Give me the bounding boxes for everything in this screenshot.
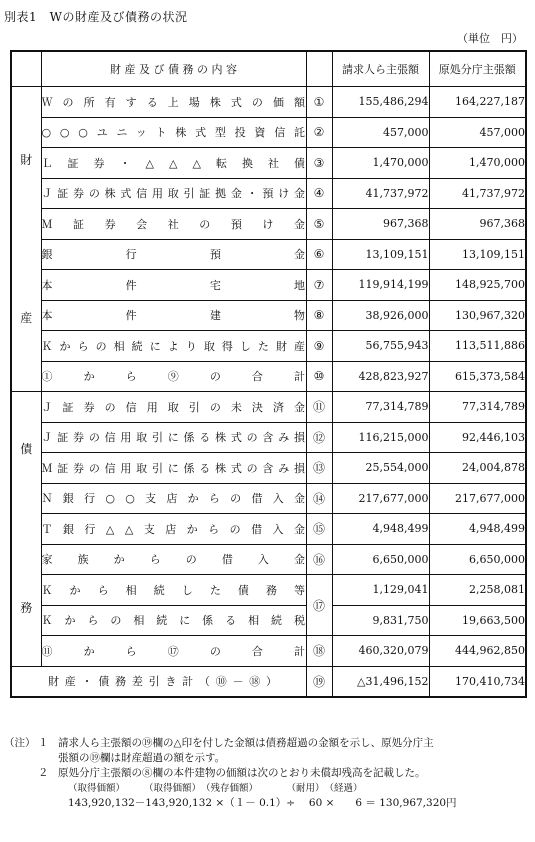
note-2-number: ２ [38, 767, 49, 779]
final-row [11, 666, 526, 697]
row-item: 家族からの借入金 [41, 544, 306, 575]
row-number: ⑯ [306, 544, 332, 575]
document-title: 別表1 Wの財産及び債務の状況 [4, 10, 188, 24]
calc-header: （取得価額） （取得価額） （残存価額） （耐用） （経過） [68, 783, 363, 794]
row-office-amount: 6,650,000 [429, 544, 526, 575]
header-item: 財 産 及 び 債 務 の 内 容 [41, 51, 306, 87]
table-row [11, 239, 526, 270]
row-office-amount: 92,446,103 [429, 422, 526, 453]
row-claim-amount: 1,470,000 [332, 148, 429, 179]
note-1-text: 請求人ら主張額の⑲欄の△印を付した金額は債務超過の金額を示し、原処分庁主 [58, 737, 434, 749]
note-2 [4, 766, 530, 781]
row-number: ⑭ [306, 483, 332, 514]
row-item: Ｔ銀行△△支店からの借入金 [41, 514, 306, 545]
table-row [11, 544, 526, 575]
row-office-amount: 41,737,972 [429, 178, 526, 209]
row-item: 本件建物 [41, 300, 306, 331]
table-header-row [11, 51, 526, 87]
table-row [11, 117, 526, 148]
unit-label: （単位 円） [457, 32, 523, 45]
header-office: 原処分庁主張額 [429, 51, 526, 87]
row-item: ○○○ユニット株式型投資信託 [41, 117, 306, 148]
calc-formula: 143,920,132－143,920,132 ×（１－ 0.1）÷ 60 × 6 ＝ 130,967,320円 [68, 797, 457, 809]
row-claim-amount: 967,368 [332, 209, 429, 240]
table-row [11, 148, 526, 179]
row-office-amount: 113,511,886 [429, 331, 526, 362]
row-item: 銀行預金 [41, 239, 306, 270]
row-number: ⑱ [306, 636, 332, 667]
row-office-amount: 615,373,584 [429, 361, 526, 392]
row-claim-amount: 428,823,927 [332, 361, 429, 392]
row-office-amount: 148,925,700 [429, 270, 526, 301]
row-claim-amount: 460,320,079 [332, 636, 429, 667]
category-debt: 債 務 [11, 392, 41, 667]
table-row [11, 270, 526, 301]
row-number: ⑫ [306, 422, 332, 453]
row-item: Ｍ証券の信用取引に係る株式の含み損 [41, 453, 306, 484]
row-office-amount: 13,109,151 [429, 239, 526, 270]
row-office-amount: 4,948,499 [429, 514, 526, 545]
row-item: ① か ら ⑨ の 合 計 [41, 361, 306, 392]
row-number: ⑰ [306, 575, 332, 636]
note-1-continued: 張額の⑲欄は財産超過の額を示す。 [58, 752, 226, 764]
row-claim-amount: 77,314,789 [332, 392, 429, 423]
table-row [11, 87, 526, 118]
row-item: Ｋから相続した債務等 [41, 575, 306, 606]
row-claim-amount: 38,926,000 [332, 300, 429, 331]
row-claim-amount: 116,215,000 [332, 422, 429, 453]
row-office-amount: 2,258,081 [429, 575, 526, 606]
row-claim-amount: 9,831,750 [332, 605, 429, 636]
row-claim-amount: 6,650,000 [332, 544, 429, 575]
final-row-number: ⑲ [306, 666, 332, 697]
table-row [11, 422, 526, 453]
row-item: Ｊ証券の株式信用取引証拠金・預け金 [41, 178, 306, 209]
table-row [11, 331, 526, 362]
row-item: Ｋからの相続に係る相続税 [41, 605, 306, 636]
row-claim-amount: 457,000 [332, 117, 429, 148]
row-number: ⑥ [306, 239, 332, 270]
row-office-amount: 967,368 [429, 209, 526, 240]
row-number: ⑬ [306, 453, 332, 484]
table-row [11, 605, 526, 636]
note-1-number: １ [38, 737, 49, 749]
row-item: Ｍ証券会社の預け金 [41, 209, 306, 240]
row-office-amount: 1,470,000 [429, 148, 526, 179]
row-claim-amount: 41,737,972 [332, 178, 429, 209]
row-office-amount: 164,227,187 [429, 87, 526, 118]
row-number: ⑨ [306, 331, 332, 362]
table-row [11, 636, 526, 667]
row-number: ⑮ [306, 514, 332, 545]
header-claim: 請求人ら主張額 [332, 51, 429, 87]
row-claim-amount: 13,109,151 [332, 239, 429, 270]
row-office-amount: 19,663,500 [429, 605, 526, 636]
row-number: ⑩ [306, 361, 332, 392]
row-number: ④ [306, 178, 332, 209]
row-office-amount: 217,677,000 [429, 483, 526, 514]
table-body [11, 87, 526, 698]
row-number: ③ [306, 148, 332, 179]
table-row [11, 514, 526, 545]
note-2-text: 原処分庁主張額の⑧欄の本件建物の価額は次のとおり未償却残高を記載した。 [58, 767, 426, 779]
row-item: Ｊ証券の信用取引に係る株式の含み損 [41, 422, 306, 453]
row-office-amount: 130,967,320 [429, 300, 526, 331]
row-claim-amount: 119,914,199 [332, 270, 429, 301]
assets-debts-table [10, 50, 527, 698]
table-row [11, 575, 526, 606]
category-asset: 財 産 [11, 87, 41, 392]
row-claim-amount: 25,554,000 [332, 453, 429, 484]
row-item: Ｌ証券・△△△転換社債 [41, 148, 306, 179]
row-number: ⑦ [306, 270, 332, 301]
notes [4, 736, 530, 811]
header-no [306, 51, 332, 87]
table-row [11, 483, 526, 514]
row-number: ⑪ [306, 392, 332, 423]
table-row [11, 361, 526, 392]
row-claim-amount: 56,755,943 [332, 331, 429, 362]
row-item: Ｊ証券の信用取引の未決済金 [41, 392, 306, 423]
table-row [11, 392, 526, 423]
notes-label: （注） [4, 737, 36, 749]
row-number: ① [306, 87, 332, 118]
header-blank [11, 51, 41, 87]
row-item: Ｋからの相続により取得した財産 [41, 331, 306, 362]
table-row [11, 209, 526, 240]
row-number: ⑧ [306, 300, 332, 331]
row-office-amount: 444,962,850 [429, 636, 526, 667]
table-row [11, 300, 526, 331]
row-item: Ｎ銀行○○支店からの借入金 [41, 483, 306, 514]
row-item: ⑪ か ら ⑰ の 合 計 [41, 636, 306, 667]
row-item: Ｗの所有する上場株式の価額 [41, 87, 306, 118]
table-row [11, 453, 526, 484]
row-office-amount: 457,000 [429, 117, 526, 148]
final-row-claim-amount: △31,496,152 [332, 666, 429, 697]
row-claim-amount: 217,677,000 [332, 483, 429, 514]
row-office-amount: 77,314,789 [429, 392, 526, 423]
row-number: ② [306, 117, 332, 148]
row-item: 本件宅地 [41, 270, 306, 301]
row-office-amount: 24,004,878 [429, 453, 526, 484]
note-1 [4, 736, 530, 751]
final-row-office-amount: 170,410,734 [429, 666, 526, 697]
row-claim-amount: 155,486,294 [332, 87, 429, 118]
row-claim-amount: 4,948,499 [332, 514, 429, 545]
row-claim-amount: 1,129,041 [332, 575, 429, 606]
table-row [11, 178, 526, 209]
final-row-item: 財産・債務差引き計（⑩－⑱） [11, 666, 306, 697]
row-number: ⑤ [306, 209, 332, 240]
